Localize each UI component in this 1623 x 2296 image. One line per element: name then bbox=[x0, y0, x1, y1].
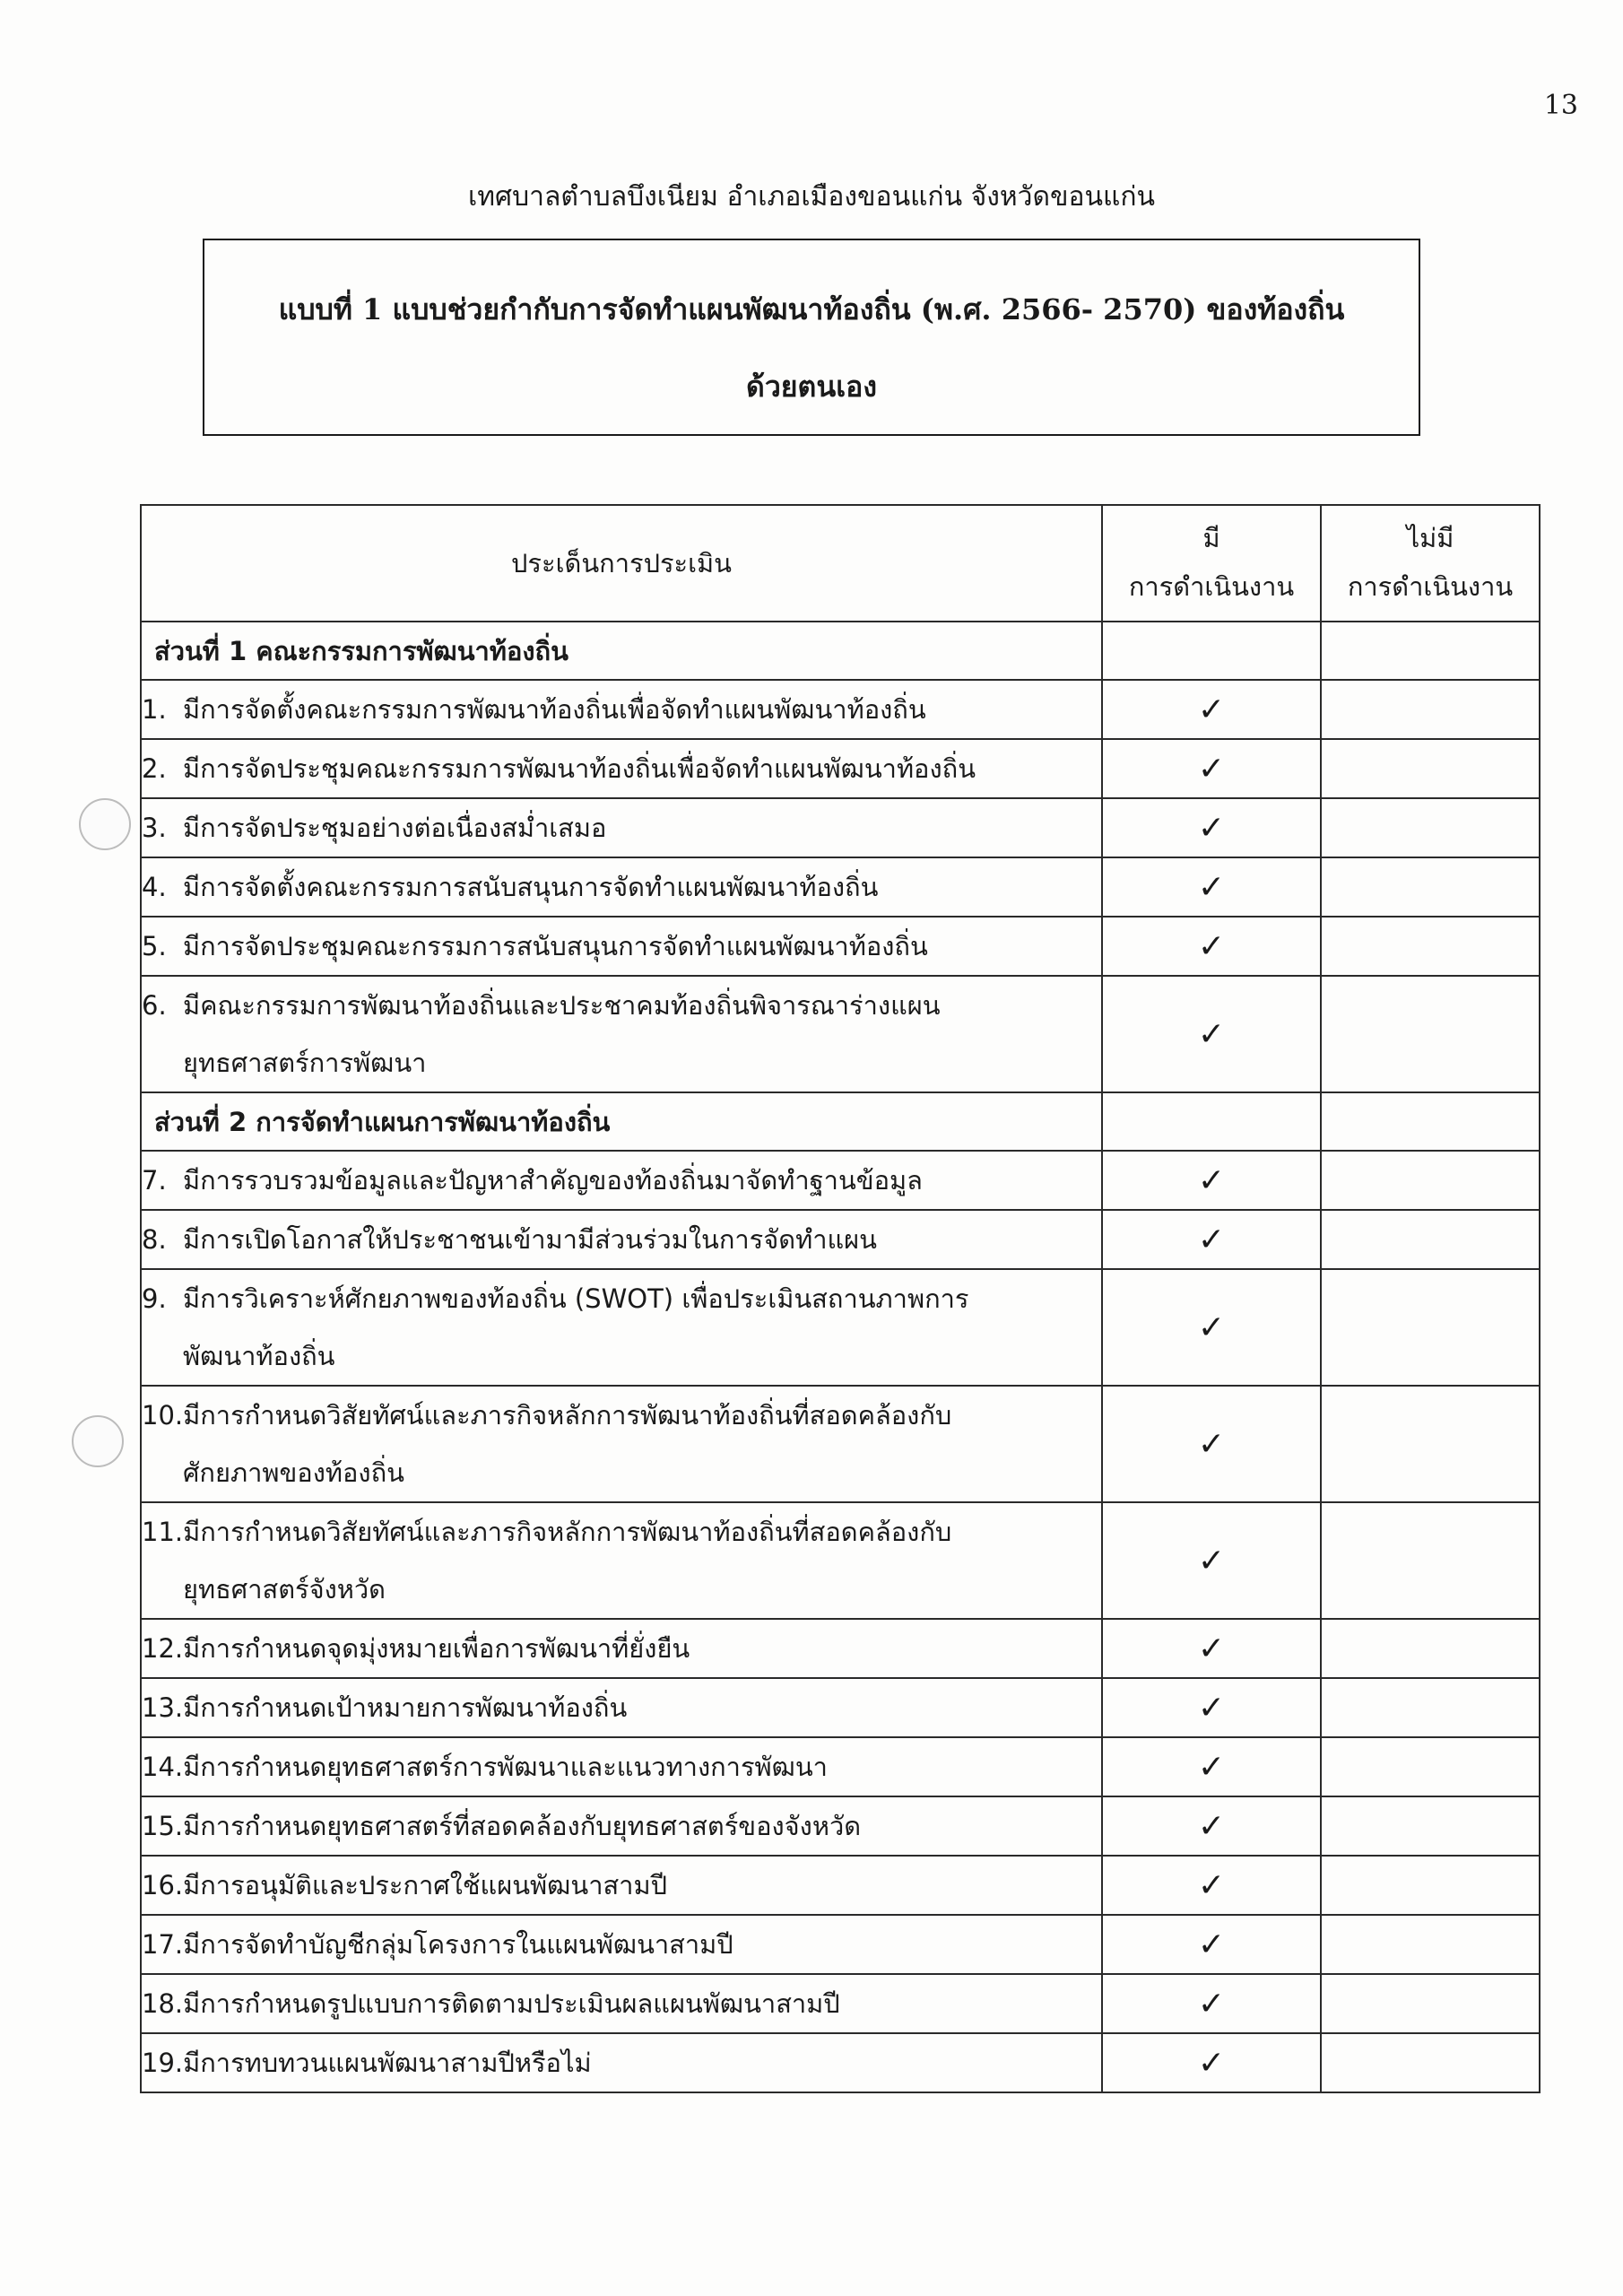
criteria-line bbox=[142, 681, 1101, 738]
criteria-cell bbox=[141, 857, 1102, 917]
form-title-line-1: แบบที่ 1 แบบช่วยกำกับการจัดทำแผนพัฒนาท้องถิ่น (พ.ศ. 2566- 2570) ของท้องถิ่น bbox=[278, 292, 1345, 326]
criteria-line bbox=[142, 1857, 1101, 1914]
item-number: 3. bbox=[142, 813, 167, 843]
has-operation-cell bbox=[1102, 917, 1321, 976]
check-mark-icon: ✓ bbox=[1197, 927, 1226, 965]
criteria-text: มีคณะกรรมการพัฒนาท้องถิ่นและประชาคมท้องถิ่นพิจารณาร่างแผน bbox=[183, 990, 941, 1021]
table-row bbox=[141, 1386, 1540, 1502]
criteria-text-continued: ยุทธศาสตร์การพัฒนา bbox=[183, 1048, 427, 1078]
has-operation-cell bbox=[1102, 857, 1321, 917]
no-operation-cell bbox=[1321, 1737, 1540, 1796]
criteria-text-continued: พัฒนาท้องถิ่น bbox=[183, 1341, 335, 1371]
no-operation-cell bbox=[1321, 976, 1540, 1092]
table-body bbox=[141, 622, 1540, 2092]
criteria-text: มีการวิเคราะห์ศักยภาพของท้องถิ่น (SWOT) เพื่อประเมินสถานภาพการ bbox=[183, 1283, 969, 1314]
has-operation-cell bbox=[1102, 739, 1321, 798]
criteria-text: มีการรวบรวมข้อมูลและปัญหาสำคัญของท้องถิ่นมาจัดทำฐานข้อมูล bbox=[183, 1165, 923, 1196]
criteria-line bbox=[142, 1679, 1101, 1736]
empty-cell bbox=[1321, 622, 1540, 680]
punch-hole-upper bbox=[79, 798, 131, 850]
criteria-cell bbox=[141, 680, 1102, 739]
no-operation-cell bbox=[1321, 1856, 1540, 1915]
check-mark-icon: ✓ bbox=[1197, 691, 1226, 728]
criteria-cell bbox=[141, 1386, 1102, 1502]
check-mark-icon: ✓ bbox=[1197, 1630, 1226, 1667]
header-has-line-2: การดำเนินงาน bbox=[1128, 571, 1295, 602]
empty-cell bbox=[1102, 1092, 1321, 1151]
no-operation-cell bbox=[1321, 2033, 1540, 2092]
criteria-text: มีการจัดประชุมคณะกรรมการสนับสนุนการจัดทำแผนพัฒนาท้องถิ่น bbox=[183, 931, 928, 961]
item-number: 2. bbox=[142, 753, 167, 784]
item-number: 17. bbox=[142, 1929, 184, 1960]
evaluation-table bbox=[140, 504, 1541, 2093]
no-operation-cell bbox=[1321, 739, 1540, 798]
header-has-line-1: มี bbox=[1202, 523, 1220, 554]
criteria-text-continued: ศักยภาพของท้องถิ่น bbox=[183, 1457, 404, 1488]
has-operation-cell bbox=[1102, 1678, 1321, 1737]
check-mark-icon: ✓ bbox=[1197, 1015, 1226, 1053]
table-row bbox=[141, 1502, 1540, 1619]
criteria-line bbox=[142, 1270, 1101, 1327]
criteria-text: มีการกำหนดรูปแบบการติดตามประเมินผลแผนพัฒนาสามปี bbox=[183, 1988, 840, 2019]
no-operation-cell bbox=[1321, 680, 1540, 739]
has-operation-cell bbox=[1102, 1856, 1321, 1915]
criteria-line bbox=[142, 799, 1101, 857]
no-operation-cell bbox=[1321, 1915, 1540, 1974]
criteria-cell bbox=[141, 1796, 1102, 1856]
table-row bbox=[141, 739, 1540, 798]
no-operation-cell bbox=[1321, 1678, 1540, 1737]
no-operation-cell bbox=[1321, 1796, 1540, 1856]
item-number: 7. bbox=[142, 1165, 167, 1196]
criteria-line bbox=[142, 1152, 1101, 1209]
no-operation-cell bbox=[1321, 798, 1540, 857]
criteria-text: มีการจัดประชุมอย่างต่อเนื่องสม่ำเสมอ bbox=[183, 813, 607, 843]
check-mark-icon: ✓ bbox=[1197, 750, 1226, 787]
table-row bbox=[141, 1856, 1540, 1915]
no-operation-cell bbox=[1321, 857, 1540, 917]
check-mark-icon: ✓ bbox=[1197, 1542, 1226, 1579]
criteria-cell bbox=[141, 1619, 1102, 1678]
item-number: 1. bbox=[142, 694, 167, 725]
has-operation-cell bbox=[1102, 1796, 1321, 1856]
no-operation-cell bbox=[1321, 1619, 1540, 1678]
has-operation-cell bbox=[1102, 1210, 1321, 1269]
criteria-text: มีการจัดทำบัญชีกลุ่มโครงการในแผนพัฒนาสามปี bbox=[183, 1929, 733, 1960]
organization-line: เทศบาลตำบลบึงเนียม อำเภอเมืองขอนแก่น จังหวัดขอนแก่น bbox=[468, 181, 1155, 213]
section-header-row bbox=[141, 622, 1540, 680]
criteria-cell bbox=[141, 1210, 1102, 1269]
criteria-text: มีการอนุมัติและประกาศใช้แผนพัฒนาสามปี bbox=[183, 1870, 667, 1900]
criteria-text: มีการกำหนดวิสัยทัศน์และภารกิจหลักการพัฒนาท้องถิ่นที่สอดคล้องกับ bbox=[183, 1517, 952, 1547]
check-mark-icon: ✓ bbox=[1197, 1866, 1226, 1904]
empty-cell bbox=[1321, 1092, 1540, 1151]
criteria-line bbox=[142, 1387, 1101, 1444]
item-number: 11. bbox=[142, 1517, 184, 1547]
check-mark-icon: ✓ bbox=[1197, 1425, 1226, 1463]
criteria-line bbox=[142, 1738, 1101, 1796]
check-mark-icon: ✓ bbox=[1197, 1985, 1226, 2022]
no-operation-cell bbox=[1321, 1386, 1540, 1502]
criteria-line bbox=[142, 977, 1101, 1034]
criteria-cell bbox=[141, 1151, 1102, 1210]
criteria-cell bbox=[141, 1856, 1102, 1915]
criteria-text: มีการทบทวนแผนพัฒนาสามปีหรือไม่ bbox=[183, 2048, 592, 2078]
header-not-line-2: การดำเนินงาน bbox=[1347, 571, 1514, 602]
criteria-line bbox=[142, 2034, 1101, 2092]
check-mark-icon: ✓ bbox=[1197, 1689, 1226, 1726]
item-number: 18. bbox=[142, 1988, 184, 2019]
table-row bbox=[141, 1796, 1540, 1856]
item-number: 19. bbox=[142, 2048, 184, 2078]
item-number: 5. bbox=[142, 931, 167, 961]
check-mark-icon: ✓ bbox=[1197, 809, 1226, 847]
table-row bbox=[141, 857, 1540, 917]
criteria-cell bbox=[141, 1915, 1102, 1974]
header-not-line-1: ไม่มี bbox=[1406, 523, 1454, 554]
item-number: 10. bbox=[142, 1400, 184, 1431]
no-operation-cell bbox=[1321, 1269, 1540, 1386]
criteria-cell bbox=[141, 917, 1102, 976]
table-row bbox=[141, 976, 1540, 1092]
criteria-line bbox=[142, 1797, 1101, 1855]
criteria-cell bbox=[141, 739, 1102, 798]
no-operation-cell bbox=[1321, 1974, 1540, 2033]
criteria-text: มีการกำหนดเป้าหมายการพัฒนาท้องถิ่น bbox=[183, 1692, 628, 1723]
criteria-text-continued: ยุทธศาสตร์จังหวัด bbox=[183, 1574, 386, 1605]
criteria-cell bbox=[141, 1737, 1102, 1796]
table-row bbox=[141, 1915, 1540, 1974]
no-operation-cell bbox=[1321, 1502, 1540, 1619]
criteria-line bbox=[142, 740, 1101, 797]
criteria-line bbox=[142, 1211, 1101, 1268]
section-title: ส่วนที่ 1 คณะกรรมการพัฒนาท้องถิ่น bbox=[141, 622, 1102, 680]
item-number: 14. bbox=[142, 1752, 184, 1782]
criteria-cell bbox=[141, 1269, 1102, 1386]
criteria-line bbox=[142, 1916, 1101, 1973]
table-row bbox=[141, 1151, 1540, 1210]
has-operation-cell bbox=[1102, 1619, 1321, 1678]
criteria-text: มีการจัดประชุมคณะกรรมการพัฒนาท้องถิ่นเพื่อจัดทำแผนพัฒนาท้องถิ่น bbox=[183, 753, 976, 784]
table-row bbox=[141, 2033, 1540, 2092]
table-header-row bbox=[141, 505, 1540, 622]
item-number: 16. bbox=[142, 1870, 184, 1900]
table-row bbox=[141, 680, 1540, 739]
criteria-cell bbox=[141, 798, 1102, 857]
no-operation-cell bbox=[1321, 1151, 1540, 1210]
header-no-operation bbox=[1321, 505, 1540, 622]
item-number: 13. bbox=[142, 1692, 184, 1723]
table-row bbox=[141, 1619, 1540, 1678]
criteria-line bbox=[142, 1503, 1101, 1561]
criteria-line bbox=[142, 858, 1101, 916]
criteria-text: มีการกำหนดยุทธศาสตร์ที่สอดคล้องกับยุทธศาสตร์ของจังหวัด bbox=[183, 1811, 862, 1841]
has-operation-cell bbox=[1102, 1915, 1321, 1974]
check-mark-icon: ✓ bbox=[1197, 1926, 1226, 1963]
criteria-line bbox=[142, 1975, 1101, 2032]
has-operation-cell bbox=[1102, 2033, 1321, 2092]
check-mark-icon: ✓ bbox=[1197, 868, 1226, 906]
criteria-text: มีการจัดตั้งคณะกรรมการพัฒนาท้องถิ่นเพื่อจัดทำแผนพัฒนาท้องถิ่น bbox=[183, 694, 926, 725]
has-operation-cell bbox=[1102, 1151, 1321, 1210]
table-row bbox=[141, 1678, 1540, 1737]
criteria-cell bbox=[141, 1678, 1102, 1737]
table-row bbox=[141, 917, 1540, 976]
check-mark-icon: ✓ bbox=[1197, 1807, 1226, 1845]
criteria-cell bbox=[141, 976, 1102, 1092]
punch-hole-lower bbox=[72, 1415, 124, 1467]
criteria-text: มีการกำหนดวิสัยทัศน์และภารกิจหลักการพัฒนาท้องถิ่นที่สอดคล้องกับ bbox=[183, 1400, 952, 1431]
form-title-line-2: ด้วยตนเอง bbox=[746, 370, 877, 404]
no-operation-cell bbox=[1321, 917, 1540, 976]
table-row bbox=[141, 1269, 1540, 1386]
section-title: ส่วนที่ 2 การจัดทำแผนการพัฒนาท้องถิ่น bbox=[141, 1092, 1102, 1151]
criteria-text: มีการกำหนดจุดมุ่งหมายเพื่อการพัฒนาที่ยั่งยืน bbox=[183, 1633, 690, 1664]
check-mark-icon: ✓ bbox=[1197, 2044, 1226, 2082]
empty-cell bbox=[1102, 622, 1321, 680]
criteria-line bbox=[142, 918, 1101, 975]
criteria-cell bbox=[141, 1974, 1102, 2033]
item-number: 8. bbox=[142, 1224, 167, 1255]
has-operation-cell bbox=[1102, 798, 1321, 857]
check-mark-icon: ✓ bbox=[1197, 1309, 1226, 1346]
item-number: 9. bbox=[142, 1283, 167, 1314]
has-operation-cell bbox=[1102, 1974, 1321, 2033]
table-row bbox=[141, 1974, 1540, 2033]
has-operation-cell bbox=[1102, 1269, 1321, 1386]
criteria-line bbox=[142, 1620, 1101, 1677]
item-number: 15. bbox=[142, 1811, 184, 1841]
check-mark-icon: ✓ bbox=[1197, 1748, 1226, 1786]
criteria-text: มีการจัดตั้งคณะกรรมการสนับสนุนการจัดทำแผนพัฒนาท้องถิ่น bbox=[183, 872, 879, 902]
table-row bbox=[141, 1737, 1540, 1796]
item-number: 6. bbox=[142, 990, 167, 1021]
table-row bbox=[141, 798, 1540, 857]
has-operation-cell bbox=[1102, 1502, 1321, 1619]
has-operation-cell bbox=[1102, 1737, 1321, 1796]
has-operation-cell bbox=[1102, 680, 1321, 739]
no-operation-cell bbox=[1321, 1210, 1540, 1269]
has-operation-cell bbox=[1102, 1386, 1321, 1502]
criteria-text: มีการกำหนดยุทธศาสตร์การพัฒนาและแนวทางการพัฒนา bbox=[183, 1752, 828, 1782]
item-number: 12. bbox=[142, 1633, 184, 1664]
form-title-box bbox=[203, 239, 1420, 436]
header-has-operation bbox=[1102, 505, 1321, 622]
table-row bbox=[141, 1210, 1540, 1269]
has-operation-cell bbox=[1102, 976, 1321, 1092]
item-number: 4. bbox=[142, 872, 167, 902]
check-mark-icon: ✓ bbox=[1197, 1221, 1226, 1258]
header-topic: ประเด็นการประเมิน bbox=[141, 505, 1102, 622]
criteria-text: มีการเปิดโอกาสให้ประชาชนเข้ามามีส่วนร่วมในการจัดทำแผน bbox=[183, 1224, 877, 1255]
page-number: 13 bbox=[1543, 90, 1578, 121]
check-mark-icon: ✓ bbox=[1197, 1161, 1226, 1199]
criteria-cell bbox=[141, 2033, 1102, 2092]
section-header-row bbox=[141, 1092, 1540, 1151]
criteria-cell bbox=[141, 1502, 1102, 1619]
